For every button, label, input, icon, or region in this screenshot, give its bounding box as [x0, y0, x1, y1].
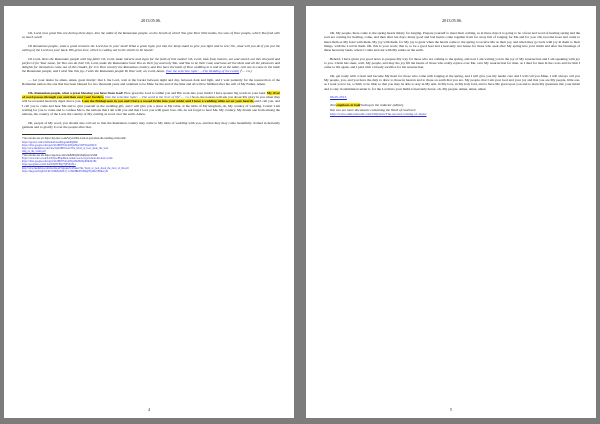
footnote-line: ² You can also see on: https://app.box.com/s/ab8s8b2y6bv6q0qrsyvw5s96	[22, 153, 98, 157]
footnotes	[22, 137, 280, 173]
footnote-link[interactable]: https://drive.google.com/open?id=0B97N-Kq9Wpv8bnc5WF3GulOZUU	[22, 143, 97, 147]
right-paragraph-3: Oh, get ready with a feast and become My heart for those who come with longing at the spring, and I will give you my tender care and I will call you Mine. I will always call you My people, you, and you have the duty to draw to those in heaven and to those on earth that you are. My people, that I am your God and your joy and that you are My people, little son, as I want you to be, a child, to be little so that you may be able to stay in My arm, in My love, in My holy fold, and to have Me great upon you and to learn My greatness into your midst and to stay in submission under it, for the Lord into your midst is heavenly honor, oh, My people. Amen, amen, amen.	[324, 73, 580, 91]
authorstream-line	[324, 112, 580, 116]
footnote-link[interactable]: https://www.adoc.co.uk/ScirStfjaa/JB4pMaut-rardlie-word-of-god-about-the-river-of-life	[22, 156, 113, 160]
right-page-number: 5	[450, 407, 452, 412]
footnote-link[interactable]: https://drive.google.com/open?id=0B97N-Kq9Wpv8bzBOZpR5R2K1Bs	[22, 160, 97, 164]
left-paragraph-3	[22, 57, 280, 74]
left-paragraph-6: Oh, people of My word, you should also call out so that the Romanian country may come to My table of wedding with you, and that they may come beautifully clothed in heavenly garment and to glorify it over the people after that.	[22, 120, 280, 129]
footnote-line: ¹ You can also see on: https://my.adoc.co.uk/Se/yrvd/the-word-of-god-about-the-wedding-of-the-lamb	[22, 137, 126, 141]
left-paragraph-1: Oh, Lord, how great You are during these days, into the midst of the Romanian people, on the breath of which You give Your little lambs, the sons of Your people, which You feed with so much word!	[22, 31, 280, 40]
highlight-bridegroom: I am the Bridegroom in you and I have a wooed bride into your midst and I have a wedding table set on your hearth,	[82, 99, 254, 104]
left-paragraph-4: — Let your desire be amen, amen, great martyr; that I, the Lord, wait at the border between night and day, between dark and light, and I wait patiently for the resurrection of the Romanian nation, the one that has been blessed for two thousand years and ordained to be Mine for the end of the time and all will be fulfilled after the will of My Father. Amen.	[22, 77, 280, 87]
right-page-header: 2013.05.06.	[442, 18, 462, 23]
footnote-link[interactable]: http://www.mediafire.com/view/6q2ts8h55wwr/The_Word_of_God_about_the_wed-	[22, 147, 109, 151]
left-paragraph-5-part-c: and I call you, and I call you to come and hear Me and to give yourself as the wedding gift, and I will give you a place at My table, at the table of My kingdom, oh, My country of wedding. Come! I am waiting for you to come and to confess Me to the nations that I am with you and that I love you with great love. Oh, do not forget to hear Me, My country. My dream one from among the nations, the country of the Lord, the country of My coming as word over the earth. Amen.	[22, 99, 280, 117]
date-line	[324, 95, 580, 99]
footnote-divider	[22, 134, 92, 135]
left-paragraph-3-text: Oh Lord, bless the Romanian people with big faith! Oh, Lord, make miracle and signs for the faith of this nation! Oh, Lord, look from heaven, see and search out this vineyard and perfect it for Your name, for You can do this! Oh, Lord, make the Romanians have You as their joy and only You, and You to be their God, and have all the idols and all the pleasures and delights for themselves come out of this citadel, for it is Your country the Romanian country, and You have the table of Your wedding in it and sit at the table, call one to come in the table the Romanian people, and I wish You this joy, I wish the Romanian people Yo Your will, oh, Lord, Amen.	[22, 56, 280, 74]
highlight-river-of-word: My river of word passes through you and then over your borders.	[22, 90, 281, 100]
authorstream-link[interactable]: http://www.authorstream.com/billydean/The-second-coming-of-Jesus/	[330, 112, 427, 117]
footnote-link[interactable]: https://mega.nz/#!gIt2zT-kT/ZJ0RNzDNr-8_CoH4rHR2EXbhQZXydDaTFRke1yl9	[22, 169, 108, 173]
right-page	[306, 6, 596, 418]
left-paragraph-5-part-b: Soon, the nations will ask you about My glory in you when they will be revealed heavenly signs above you.	[22, 95, 281, 104]
left-paragraph-5	[22, 91, 280, 117]
left-page-header: 2013.05.06.	[141, 18, 161, 23]
left-paragraph-5-part-a: How great the Lord is within you and His work into your midst! I have spoken big words in your land.	[123, 90, 267, 95]
right-paragraph-2: Behold, I have given you good news to prepare My way for those who are coming to the spring, and now I am writing you in the joy of My resurrection and I am speaking with joy to you. Christ has risen, well, My people, and may the joy fill the hearts of those who really rejoice over Me, over My resurrection for man, as I died for man in the cross and for him I came to life again, and I paid with a bloody sacrifice for his resurrection.	[324, 56, 580, 70]
emphasis-sample: emphasis in bold	[336, 103, 361, 108]
footnote-ref-1: (¹… r.n.)	[240, 69, 252, 74]
wedding-of-the-lamb-link[interactable]: (See the selection topic: …The Wedding of the Lamb)	[166, 69, 240, 74]
editor-note-part-a: Text	[330, 103, 337, 108]
footnote-link[interactable]: ding_of_the_Lamb.pdf	[22, 150, 46, 154]
date-link[interactable]: 06-05-2013.	[330, 95, 347, 100]
left-paragraph-5-bold: Oh, Romanian people, what a great blessing you have from God!	[28, 90, 124, 95]
more-documents-note: You can see more documents containing the Word of God here:	[330, 107, 417, 112]
right-paragraph-1: Oh, My people, there come to the spring hearts thirsty for longing. Prepare yourself to meet their coming, as in these days it is going to be a feast and word of healing spring and the soul are coming for healing, come, and then after ten days, many good and bad hearts come together from far away full of longing for Me and for you. Oh, become feast and come to meet them as My feast with them. My joy with them, for My joy is great when the hearts come to the spring to receive Me as their joy, and when they go back with joy in them to their things, with the Lord in them. Oh, this is your work; that is, to be a good host and a heavenly rest house for those who seek after My spring into your midst and after the blessings of these heavenly lands, where I come and rest with My saints on the earth.	[324, 31, 580, 53]
footnote-link[interactable]: https://app.box.com/s/2ebtaunwbwaa0bjqpaukdhg8m6	[22, 140, 78, 144]
editor-note-part-b: belong to the redactor (editor).	[360, 103, 404, 108]
footnote-link[interactable]: http://www.mediafire.com/download/5xgaapu5v4f5aku/The_Word_of_God_about_the_river_of_life.pdf	[22, 166, 129, 170]
left-paragraph-2: Oh Romanian people, what a great treasure the Lord has in your land! What a great light, put into the lamp stand to give you light and to see! Oh, what will you do if you put the calling of the Lord out your back. His great love, which is calling out in the streets to be heard?	[22, 43, 280, 53]
river-of-life-link[interactable]: (See the selection topic: …The word is the river of life² … r.n.)	[105, 95, 191, 100]
footnote-link[interactable]: https://googleuse.com/LZAN/8yHY8hg73jPSD13Ls	[22, 163, 76, 167]
left-page	[4, 6, 294, 418]
left-page-number: 4	[148, 407, 150, 412]
